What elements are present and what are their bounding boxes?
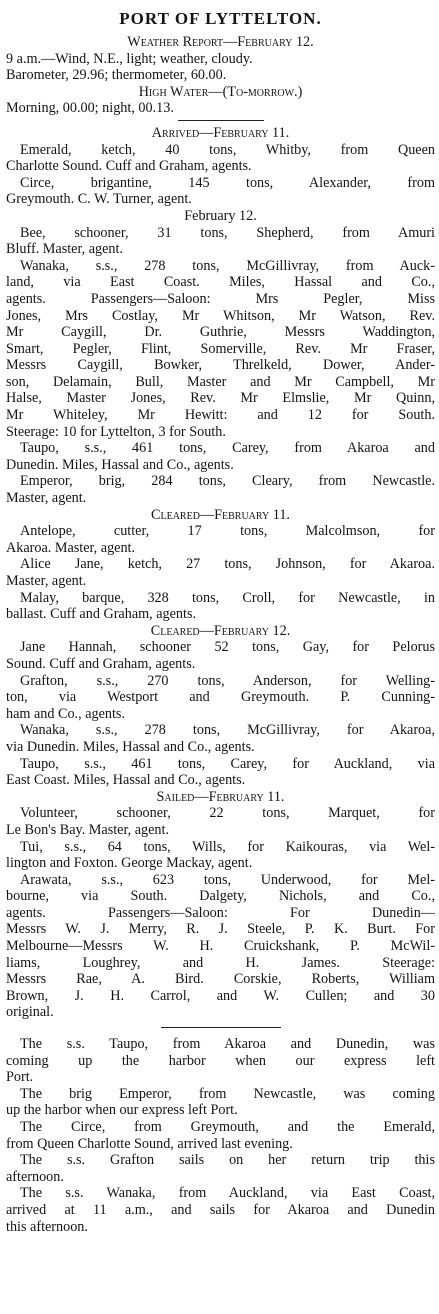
text-line: ballast. Cuff and Graham, agents. [6, 606, 197, 623]
text-line: lington and Foxton. George Mackay, agent. [6, 855, 253, 872]
cleared-heading: Cleared—February 11. [151, 506, 290, 523]
arrived-heading: Arrived—February 11. [151, 124, 290, 141]
text-line: Dunedin. Miles, Hassal and Co., agents. [6, 456, 234, 473]
text-line: Emperor, brig, 284 tons, Cleary, from Newcastle. [20, 473, 435, 490]
text-line: Circe, brigantine, 145 tons, Alexander, from [20, 174, 435, 191]
text-line: son, Delamain, Bull, Master and Mr Campbell, Mr [6, 373, 435, 390]
text-line: Charlotte Sound. Cuff and Graham, agents. [6, 158, 252, 175]
sailed-heading: Sailed—February 11. [156, 788, 285, 805]
text-line: The Circe, from Greymouth, and the Emerald, [20, 1119, 435, 1135]
text-line: Smart, Pegler, Flint, Somerville, Rev. Mr Fraser, [6, 340, 435, 357]
text-line: from Queen Charlotte Sound, arrived last evening. [6, 1135, 293, 1152]
text-line: original. [6, 1004, 54, 1021]
text-line: Jane Hannah, schooner 52 tons, Gay, for Pelorus [20, 639, 435, 656]
text-line: Port. [6, 1069, 34, 1086]
text-line: Messrs Caygill, Bowker, Threlkeld, Dower, Ander- [6, 357, 435, 374]
text-line: ham and Co., agents. [6, 705, 125, 722]
text-line: Taupo, s.s., 461 tons, Carey, from Akaroa and [20, 440, 435, 457]
shipping-notes [6, 1036, 435, 1235]
cleared-subheading: Cleared—February 12. [150, 622, 291, 639]
text-line: via Dunedin. Miles, Hassal and Co., agents. [6, 738, 255, 755]
text-line: Antelope, cutter, 17 tons, Malcolmson, for [20, 523, 435, 540]
text-line: 9 a.m.—Wind, N.E., light; weather, cloudy. [6, 50, 253, 67]
text-line: Sound. Cuff and Graham, agents. [6, 655, 196, 672]
text-line: Wanaka, s.s., 278 tons, McGillivray, from Auck- [20, 257, 435, 274]
arrived-subheading: February 12. [184, 207, 257, 224]
text-line: ton, via Westport and Greymouth. P. Cunning- [6, 689, 435, 706]
text-line: agents. Passengers—Saloon: Mrs Pegler, Miss [6, 290, 435, 307]
text-line: this afternoon. [6, 1218, 88, 1235]
text-line: Alice Jane, ketch, 27 tons, Johnson, for Akaroa. [20, 556, 435, 573]
text-line: Arawata, s.s., 623 tons, Underwood, for Mel- [20, 871, 435, 888]
text-line: The s.s. Taupo, from Akaroa and Dunedin, was [20, 1036, 435, 1053]
text-line: Grafton, s.s., 270 tons, Anderson, for Welling- [20, 672, 435, 689]
cleared-lines [6, 523, 435, 623]
text-line: Greymouth. C. W. Turner, agent. [6, 191, 192, 208]
text-line: Emerald, ketch, 40 tons, Whitby, from Queen [20, 141, 435, 158]
sailed-lines [6, 805, 435, 1021]
text-line: Brown, J. H. Carrol, and W. Cullen; and 30 [6, 987, 435, 1004]
text-line: Akaroa. Master, agent. [6, 539, 136, 556]
page-title: PORT OF LYTTELTON. [119, 9, 322, 28]
text-line: Messrs Rae, A. Bird. Corskie, Roberts, William [6, 971, 435, 988]
text-line: Taupo, s.s., 461 tons, Carey, for Auckland, via [20, 755, 435, 772]
notes-divider [161, 1027, 281, 1028]
text-line: coming up the harbor when our express left [6, 1052, 435, 1069]
cleared-lines-2 [6, 639, 435, 788]
weather-heading: Weather Report—February 12. [127, 34, 314, 50]
text-line: Steerage: 10 for Lyttelton, 3 for South. [6, 423, 226, 440]
text-line: The brig Emperor, from Newcastle, was coming [20, 1085, 435, 1102]
text-line: Halse, Master Jones, Rev. Mr Elmslie, Mr Quinn, [6, 390, 435, 407]
high-water-line: Morning, 00.00; night, 00.13. [6, 100, 174, 117]
text-line: Master, agent. [6, 490, 87, 507]
text-line: Bee, schooner, 31 tons, Shepherd, from Amuri [20, 224, 435, 241]
text-line: Wanaka, s.s., 278 tons, McGillivray, for Akaroa, [20, 722, 435, 739]
text-line: Mr Caygill, Dr. Guthrie, Messrs Waddington, [6, 324, 435, 341]
text-line: Master, agent. [6, 573, 87, 589]
text-line: bourne, via South. Dalgety, Nichols, and Co., [6, 888, 435, 905]
text-line: liams, Loughrey, and H. James. Steerage: [6, 954, 435, 971]
text-line: Tui, s.s., 64 tons, Wills, for Kaikouras, via Wel- [20, 838, 435, 855]
section-divider [178, 120, 264, 121]
text-line: afternoon. [6, 1168, 64, 1185]
text-line: arrived at 11 a.m., and sails for Akaroa and Dunedin [6, 1201, 435, 1218]
text-line: Melbourne—Messrs W. H. Cruickshank, P. McWil- [6, 938, 435, 955]
text-line: up the harbor when our express left Port. [6, 1102, 238, 1119]
text-line: Volunteer, schooner, 22 tons, Marquet, for [20, 805, 435, 822]
text-line: Messrs W. J. Merry, R. J. Steele, P. K. Burt. For [6, 921, 435, 938]
weather-lines [6, 51, 435, 84]
text-line: agents. Passengers—Saloon: For Dunedin— [6, 904, 435, 921]
text-line: Barometer, 29.96; thermometer, 60.00. [6, 67, 227, 84]
arrived-lines-2 [6, 225, 435, 507]
text-line: Jones, Mrs Costlay, Mr Whitson, Mr Watson, Rev. [6, 307, 435, 324]
text-line: Mr Whiteley, Mr Hewitt: and 12 for South. [6, 407, 435, 424]
arrived-lines [6, 142, 435, 208]
text-line: The s.s. Grafton sails on her return trip this [20, 1152, 435, 1169]
text-line: East Coast. Miles, Hassal and Co., agents. [6, 772, 246, 789]
text-line: Le Bon's Bay. Master, agent. [6, 821, 170, 838]
text-line: Bluff. Master, agent. [6, 241, 123, 258]
text-line: The s.s. Wanaka, from Auckland, via East Coast, [20, 1185, 435, 1202]
text-line: land, via East Coast. Miles, Hassal and Co., [6, 274, 435, 291]
high-water-heading: High Water—(To-morrow.) [138, 83, 303, 100]
text-line: Malay, barque, 328 tons, Croll, for Newcastle, in [20, 589, 435, 606]
